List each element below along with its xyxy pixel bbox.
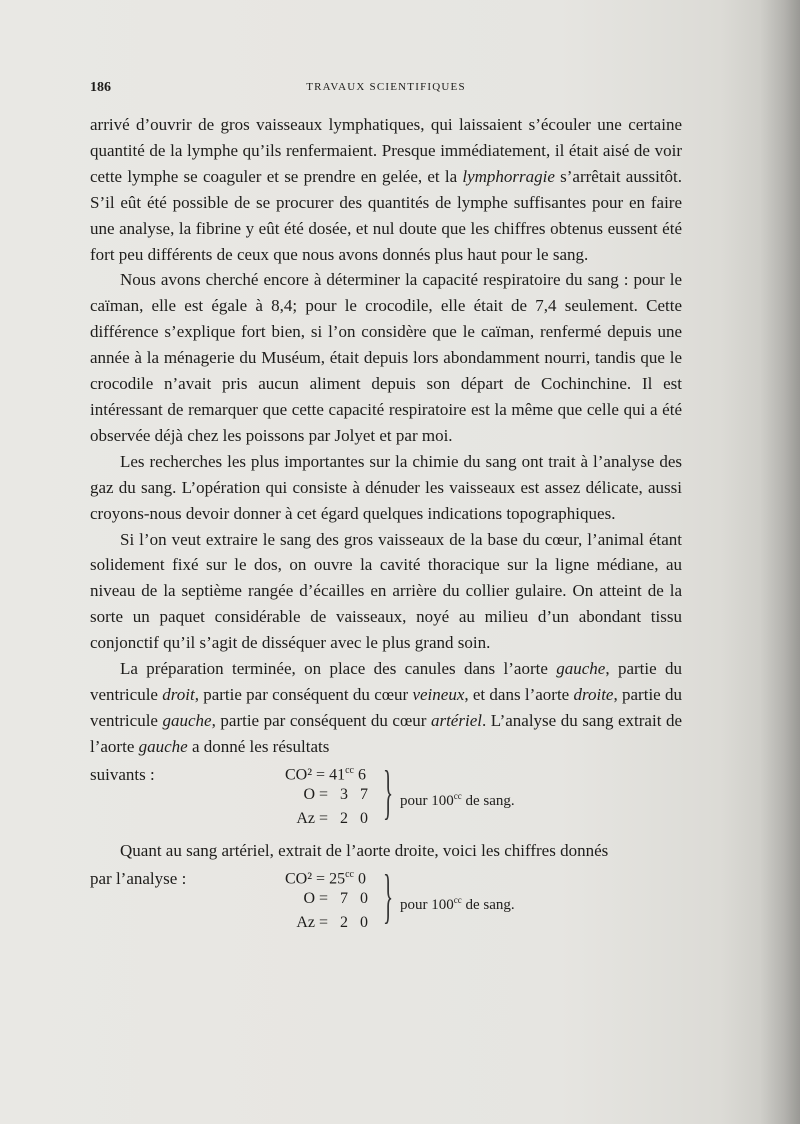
brace-icon: }: [383, 758, 394, 825]
emphasis-lymphorragie: lymphorragie: [462, 166, 555, 186]
paragraph-5: La préparation terminée, on place des canules dans l’aorte gauche, partie du ventricule droit, partie par conséquent du cœur veineux, et dans l’aorte droite, partie du ventricule gauche, partie par conséquent du cœur artériel. L’analyse du sang extrait de l’aorte gauche a donné les résultats: [90, 659, 683, 756]
page-header: [90, 80, 682, 100]
running-title: TRAVAUX SCIENTIFIQUES: [306, 81, 466, 93]
results-lead: par l’analyse :: [90, 868, 187, 888]
page-number: 186: [90, 80, 111, 95]
paragraph-4: Si l’on veut extraire le sang des gros vaisseaux de la base du cœur, l’animal étant solidement fixé sur le dos, on ouvre la cavité thoracique sur la ligne médiane, au niveau de la septième rangée d’écailles en arrière du collier gulaire. On atteint de la sorte un paquet considérable de vaisseaux, noyé au milieu d’un abondant tissu conjonctif qu’il s’agit de disséquer avec le plus grand soin.: [90, 529, 682, 653]
paragraph-2: Nous avons cherché encore à déterminer la capacité respiratoire du sang : pour le caïman, elle est égale à 8,4; pour le crocodile, elle était de 7,4 seulement. Cette différence s’explique fort bien, si l’on considère que le caïman, renfermé depuis une année à la ménagerie du Muséum, était depuis lors abondamment nourri, tandis que le crocodile n’avait pris aucun aliment depuis son départ de Cochinchine. Il est intéressant de remarquer que cette capacité respiratoire est la même que celle qui a été observée déjà chez les poissons par Jolyet et par moi.: [90, 270, 682, 445]
result-co2: $CO^2 = 25^{cc}$ 0: [285, 868, 366, 887]
body-text: [90, 112, 682, 942]
results-lead: suivants :: [90, 764, 155, 784]
paragraph-1: arrivé d’ouvrir de gros vaisseaux lymphatiques, qui laissaient s’écouler une certaine quantité de la lymphe qu’ils renfermaient. Presque immédiatement, il était aisé de voir cette lymphe se coaguler et se prendre en gelée, et la lymphorragie s’arrêtait aussitôt. S’il eût été possible de se procurer des quantités de lymphe suffisantes pour en faire une analyse, la fibrine y eût été dosée, et nul doute que les chiffres obtenus eussent été fort peu différents de ceux que nous avons donnés plus haut pour le sang.: [90, 115, 682, 264]
paragraph-6: Quant au sang artériel, extrait de l’aorte droite, voici les chiffres donnés: [120, 840, 609, 860]
page-edge-shadow: [760, 0, 800, 1124]
result-co2: $CO^2 = 41^{cc}$ 6: [285, 764, 366, 783]
results-unit: pour $100^{cc}$ de sang.: [400, 894, 515, 913]
result-o: O = 7 0: [303, 889, 369, 907]
results-unit: pour $100^{cc}$ de sang.: [400, 790, 515, 809]
result-az: Az = 2 0: [296, 913, 369, 931]
paragraph-3: Les recherches les plus importantes sur la chimie du sang ont trait à l’analyse des gaz du sang. L’opération qui consiste à dénuder les vaisseaux est assez délicate, aussi croyons-nous devoir donner à cet égard quelques indications topographiques.: [90, 451, 682, 523]
result-az: Az = 2 0: [296, 809, 369, 827]
result-o: O = 3 7: [303, 785, 369, 803]
results-arterial: [90, 864, 682, 942]
results-venous: [90, 760, 682, 838]
brace-icon: }: [383, 862, 394, 929]
